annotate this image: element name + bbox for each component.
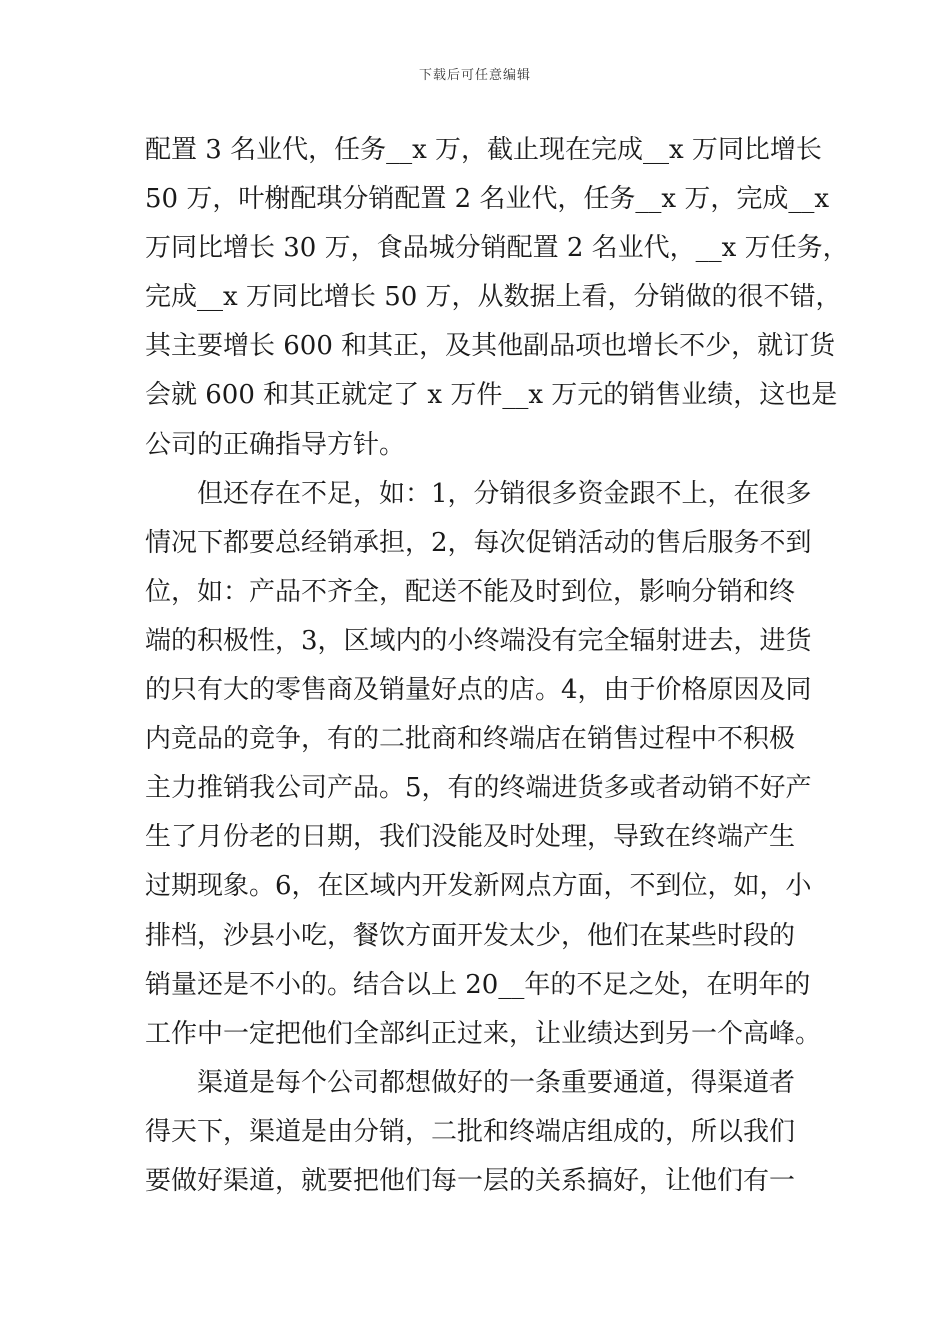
text-line: 主力推销我公司产品。5，有的终端进货多或者动销不好产 (145, 773, 812, 804)
paragraph-first-line: 渠道是每个公司都想做好的一条重要通道，得渠道者 (197, 1067, 796, 1098)
text-line: 要做好渠道，就要把他们每一层的关系搞好，让他们有一 (145, 1165, 796, 1196)
text-line: 过期现象。6，在区域内开发新网点方面，不到位，如，小 (145, 871, 812, 902)
text-line: 万同比增长 30 万，食品城分销配置 2 名业代，__x 万任务， (145, 233, 849, 264)
text-line: 其主要增长 600 和其正，及其他副品项也增长不少，就订货 (145, 331, 836, 362)
text-line: 公司的正确指导方针。 (145, 429, 406, 460)
text-line: 完成__x 万同比增长 50 万，从数据上看，分销做的很不错， (145, 282, 842, 313)
text-line: 端的积极性，3，区域内的小终端没有完全辐射进去，进货 (145, 625, 812, 656)
text-line: 50 万，叶榭配琪分销配置 2 名业代，任务__x 万，完成__x (145, 184, 830, 215)
text-line: 销量还是不小的。结合以上 20__年的不足之处，在明年的 (145, 969, 811, 1000)
page-header: 下载后可任意编辑 (418, 68, 531, 83)
text-line: 情况下都要总经销承担，2，每次促销活动的售后服务不到 (145, 527, 812, 558)
text-line: 内竞品的竞争，有的二批商和终端店在销售过程中不积极 (145, 724, 796, 755)
text-line: 生了月份老的日期，我们没能及时处理，导致在终端产生 (145, 822, 796, 853)
document-body (145, 126, 849, 1206)
paragraph-first-line: 但还存在不足，如：1，分销很多资金跟不上，在很多 (197, 478, 812, 509)
text-line: 配置 3 名业代，任务__x 万，截止现在完成__x 万同比增长 (145, 135, 822, 165)
text-line: 得天下，渠道是由分销，二批和终端店组成的，所以我们 (145, 1116, 796, 1147)
text-line: 的只有大的零售商及销量好点的店。4，由于价格原因及同 (145, 675, 812, 706)
text-line: 工作中一定把他们全部纠正过来，让业绩达到另一个高峰。 (145, 1018, 822, 1049)
text-line: 会就 600 和其正就定了 x 万件__x 万元的销售业绩，这也是 (145, 380, 838, 411)
text-line: 位，如：产品不齐全，配送不能及时到位，影响分销和终 (145, 576, 796, 607)
text-line: 排档，沙县小吃，餐饮方面开发太少，他们在某些时段的 (145, 920, 796, 951)
